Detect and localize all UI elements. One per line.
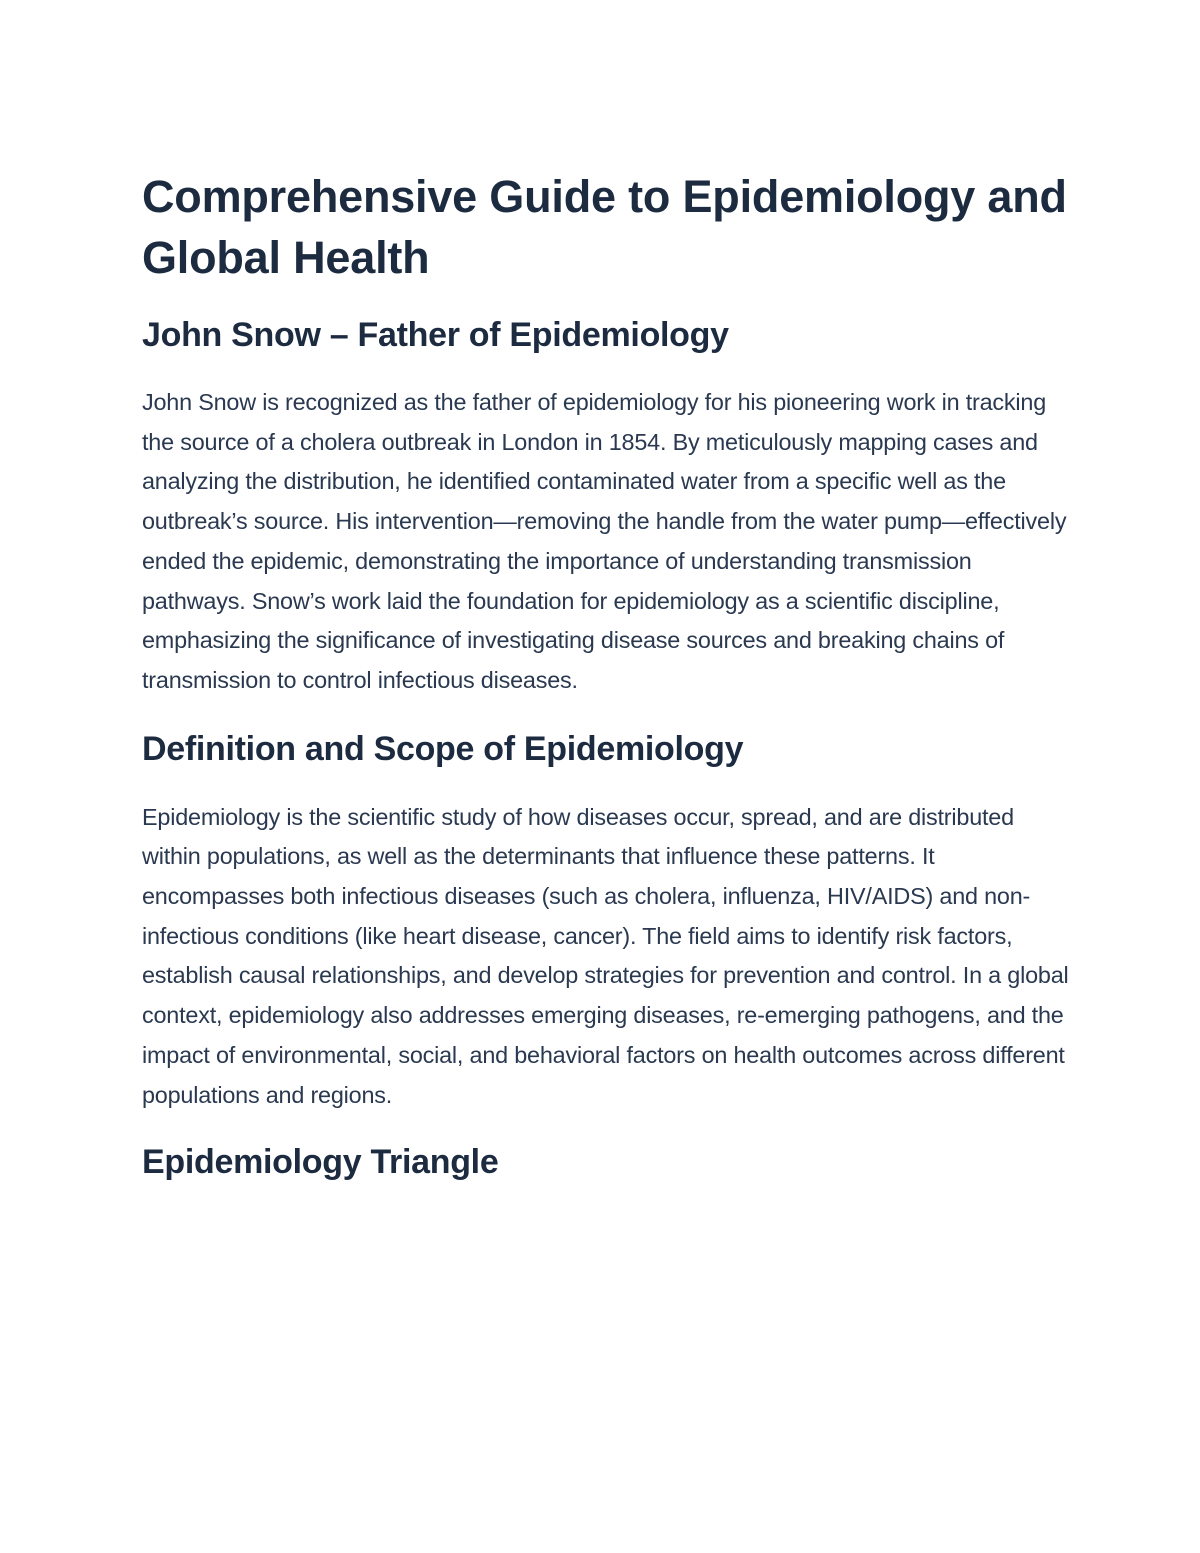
document-title: Comprehensive Guide to Epidemiology and Global Health (142, 171, 1067, 283)
document-page (142, 166, 1072, 1183)
section-heading-definition-scope: Definition and Scope of Epidemiology (142, 729, 744, 768)
section-heading-epidemiology-triangle: Epidemiology Triangle (142, 1143, 499, 1182)
section-heading-john-snow: John Snow – Father of Epidemiology (142, 316, 729, 354)
section-body-john-snow: John Snow is recognized as the father of epidemiology for his pioneering work in tracking the source of a cholera outbreak in London in 1854. By meticulously mapping cases and analyzing the distribution, he identified contaminated water from a specific well as the outbreak’s source. His intervention—removing the handle from the water pump—effectively ended the epidemic, demonstrating the importance of understanding transmission pathways. Snow’s work laid the foundation for epidemiology as a scientific discipline, emphasizing the significance of investigating disease sources and breaking chains of transmission to control infectious diseases. (142, 389, 1067, 693)
section-body-definition-scope: Epidemiology is the scientific study of how diseases occur, spread, and are distributed within populations, as well as the determinants that influence these patterns. It encompasses both infectious diseases (such as cholera, influenza, HIV/AIDS) and non-infectious conditions (like heart disease, cancer). The field aims to identify risk factors, establish causal relationships, and develop strategies for prevention and control. In a global context, epidemiology also addresses emerging diseases, re-emerging pathogens, and the impact of environmental, social, and behavioral factors on health outcomes across different populations and regions. (142, 803, 1069, 1108)
